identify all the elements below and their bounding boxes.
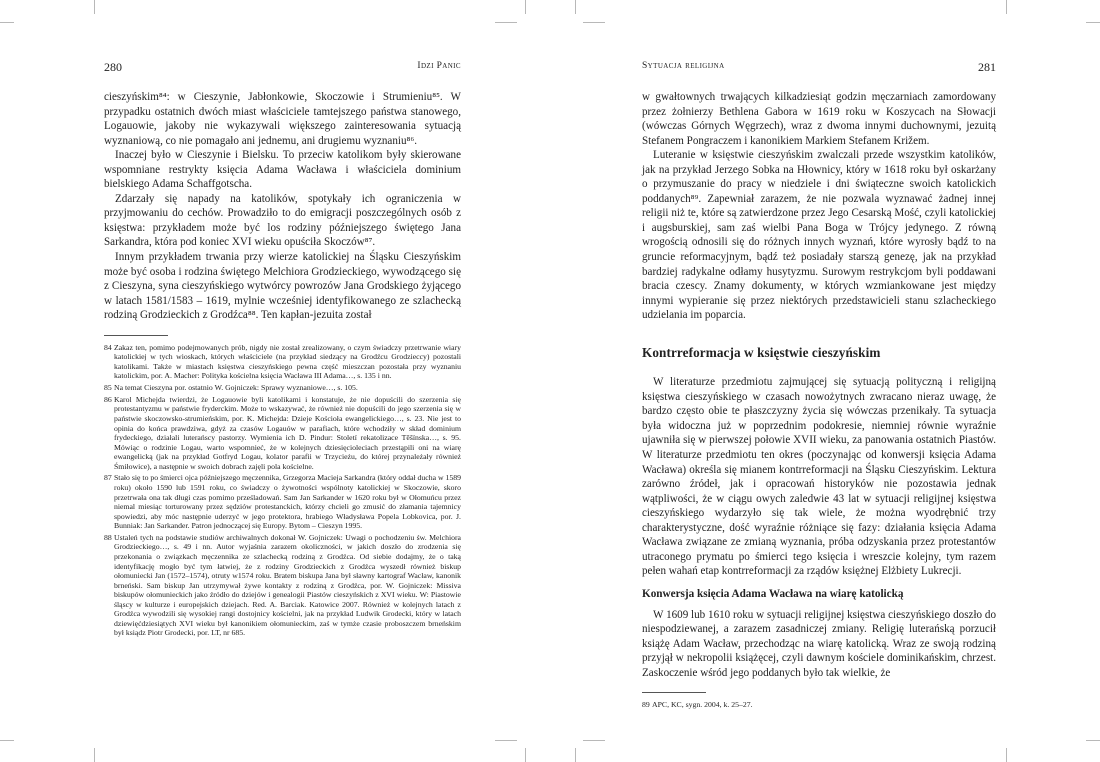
crop-mark bbox=[1006, 0, 1007, 14]
footnote-rule bbox=[642, 692, 706, 693]
crop-mark bbox=[1086, 740, 1100, 741]
running-head bbox=[642, 60, 996, 76]
left-page bbox=[104, 60, 461, 640]
footnote bbox=[104, 343, 461, 381]
crop-mark bbox=[1086, 22, 1100, 23]
paragraph: W literaturze przedmiotu zajmującej się sytuacją polityczną i religijną księstwa cieszyńskiego w czasach nowożytnych zwracano nieraz uwagę, że bardzo często obie te płaszczyzny życia się wówczas przenikały. Ta sytuacja była widoczna już w poprzednim podokresie, niemniej równie wyraźnie ujawniła się w pierwszej połowie XVII wieku, za panowania ostatnich Piastów. W literaturze przedmiotu ten okres (poczynając od konwersji księcia Adama Wacława) określa się mianem kontrreformacji na Śląsku Cieszyńskim. Lektura zarówno źródeł, jak i opracowań historyków nie pozostawia jednak wątpliwości, że w ciągu owych zaledwie 43 lat w sytuacji religijnej księstwa cieszyńskiego wydarzyło się tak wiele, że można wyodrębnić trzy charakterystyczne, dość wyraźnie różniące się fazy: działania księcia Adama Wacława związane ze zmianą wyznania, próba odzyskania przez protestantów utraconego prymatu po śmierci tego księcia i wreszcie kolejny, tym razem pełen wahań etap kontrreformacji za rządów księżnej Elżbiety Lukrecji. bbox=[642, 376, 996, 578]
crop-mark bbox=[583, 22, 605, 23]
footnote bbox=[642, 700, 996, 710]
section-heading: Kontrreformacja w księstwie cieszyńskim bbox=[642, 344, 881, 360]
running-head bbox=[104, 60, 461, 76]
paragraph: Luteranie w księstwie cieszyńskim zwalczali przede wszystkim katolików, jak na przykład Jerzego Sobka na Hłownicy, który w 1618 roku był oskarżany o przymuszanie do pracy w niedziele i dni świąteczne swoich katolickich poddanych⁸⁹. Zapewniał zarazem, że nie pozwala wyznawać żadnej innej religii niż te, które są zatwierdzone przez Jego Cesarską Mość, czyli katolickiej i augsburskiej, sam zaś wielbi Pana Boga w Trójcy jedynego. Z równą wrogością odnosili się do różnych innych wyznań, które wyrosły bądź to na gruncie reformacyjnym, bądź też posiadały starszą genezę, jak na przykład bardziej radykalne odłamy husytyzmu. Surowym restrykcjom byli poddawani bracia czescy. Znamy dokumenty, w których wzmiankowane jest między innymi wypieranie się przez niektórych przedstawicieli stanu szlacheckiego udzielania im poparcia. bbox=[642, 149, 996, 322]
crop-mark bbox=[0, 740, 14, 741]
footnote-rule bbox=[104, 335, 168, 336]
right-page bbox=[642, 60, 996, 712]
footnote-number: 84 bbox=[104, 342, 112, 352]
footnote-text: Ustaleń tych na podstawie studiów archiwalnych dokonał W. Gojniczek: Uwagi o pochodzeniu św. Melchiora Grodzieckiego…, s. 49 i nn. Autor wyjaśnia zarazem okoliczności, w jakich doszło do zrodzenia się przekonania o związkach męczennika ze szlachecką rodziną z Grodźca. Od siebie dodajmy, że o taką identyfikację mogło być tym łatwiej, że z rodziny Grodzieckich z Grodźca wyszedł również biskup ołomuniecki Jan (1572–1574), otruty w1574 roku. Bratem biskupa Jana był sławny kartograf Wacław, kanonik brneński. Sam biskup Jan utrzymywał żywe kontakty z rodziną z Grodźca, por. W. Gojniczek: Missiva biskupów ołomunieckich jako źródło do dziejów i genealogii Piastów cieszyńskich z XVI wieku. W: Piastowie śląscy w kulturze i europejskich dziejach. Red. A. Barciak. Katowice 2007. Również w kolejnych latach z Grodźca wywodzili się wysokiej rangi dostojnicy kościelni, jak na przykład Ludwik Grodecki, który w latach dziewięćdziesiątych XVI wieku był kanonikiem ołomunieckim, zaś w tymże czasie proboszczem brneńskim był ksiądz Piotr Grodecki, por. LT, nr 685. bbox=[114, 532, 461, 638]
body-text bbox=[642, 90, 996, 680]
paragraph: cieszyńskim⁸⁴: w Cieszynie, Jabłonkowie, Skoczowie i Strumieniu⁸⁵. W przypadku ostatnich dwóch miast właściciele tamtejszego państwa stanowego, Logauowie, jakoby nie wykazywali większego zainteresowania sytuacją wyznaniową, co nie pomagało ani jednemu, ani drugiemu wyznaniu⁸⁶. bbox=[104, 91, 461, 147]
page-number: 280 bbox=[104, 60, 122, 74]
subsection-heading: Konwersja księcia Adama Wacława na wiarę katolicką bbox=[642, 587, 904, 600]
footnote bbox=[104, 533, 461, 638]
paragraph: Innym przykładem trwania przy wierze katolickiej na Śląsku Cieszyńskim może być osoba i rodzina świętego Melchiora Grodzieckiego, wywodzącego się z Cieszyna, syna cieszyńskiego wytwórcy powrozów Jana Grodskiego żyjącego w latach 1581/1583 – 1619, mylnie wcześniej identyfikowanego ze szlachecką rodziną Grodzieckich z Grodźca⁸⁸. Ten kapłan-jezuita został bbox=[104, 251, 461, 322]
paragraph: w gwałtownych trwających kilkadziesiąt godzin męczarniach zamordowany przez żołnierzy Bethlena Gabora w 1619 roku w Koszycach na Słowacji (wówczas Górnych Węgrzech), wraz z dwoma innymi duchownymi, jezuitą Stefanem Pongraczem i kanonikiem Markiem Stefanem Križem. bbox=[642, 91, 996, 147]
crop-mark bbox=[525, 748, 526, 762]
paragraph: Inaczej było w Cieszynie i Bielsku. To przeciw katolikom były skierowane wspomniane restrykty księcia Adama Wacława i właściciela dominium bielskiego Adama Schaffgotscha. bbox=[104, 149, 461, 191]
crop-mark bbox=[1006, 748, 1007, 762]
running-head-author: Idzi Panic bbox=[417, 61, 461, 71]
footnote-number: 87 bbox=[104, 473, 112, 483]
crop-mark bbox=[583, 740, 605, 741]
footnote-number: 89 bbox=[642, 700, 650, 710]
footnotes bbox=[104, 343, 461, 638]
footnote-text: Na temat Cieszyna por. ostatnio W. Gojniczek: Sprawy wyznaniowe…, s. 105. bbox=[114, 383, 358, 393]
footnote-text: Zakaz ten, pomimo podejmowanych prób, nigdy nie został zrealizowany, o czym świadczy przetrwanie wiary katolickiej w tych wioskach, których właściciele (na przykład siedzący na Grodźcu Grodzieccy) pozostali katolikami. Także w miastach księstwa cieszyńskiego pewna część mieszczan pozostała przy wyznaniu katolickim, por. A. Macher: Polityka kościelna księcia Wacława III Adama…, s. 135 i nn. bbox=[114, 342, 461, 381]
crop-mark bbox=[495, 22, 517, 23]
crop-mark bbox=[575, 748, 576, 762]
footnote bbox=[104, 473, 461, 530]
crop-mark bbox=[525, 0, 526, 14]
crop-mark bbox=[495, 740, 517, 741]
crop-mark bbox=[94, 748, 95, 762]
footnote bbox=[104, 395, 461, 471]
footnotes bbox=[642, 700, 996, 710]
footnote bbox=[104, 383, 461, 393]
running-head-title: Sytuacja religijna bbox=[642, 61, 725, 71]
footnote-number: 88 bbox=[104, 532, 112, 542]
footnote-number: 86 bbox=[104, 394, 112, 404]
paragraph: W 1609 lub 1610 roku w sytuacji religijnej księstwa cieszyńskiego doszło do niespodziewanej, a zarazem zasadniczej zmiany. Religię luterańską porzucił książę Adam Wacław, przechodząc na wiarę katolicką. Wraz ze swoją rodziną przyjął w nekropolii książęcej, czyli dawnym kościele dominikańskim, chrzest. Zaskoczenie wśród jego poddanych było tak wielkie, że bbox=[642, 608, 996, 679]
footnote-text: Stało się to po śmierci ojca późniejszego męczennika, Grzegorza Macieja Sarkandra (który oddał ducha w 1589 roku) około 1590 lub 1591 roku, co świadczy o żywotności wspólnoty katolickiej w Skoczowie, skoro przetrwała ona tak długi czas pomimo prześladowań. Sam Jan Sarkander w 1620 roku był w Ołomuńcu przez niemal miesiąc torturowany przez sędziów protestanckich, którzy chcieli go zmusić do złamania tajemnicy spowiedzi, aby móc następnie uderzyć w jego protektora, hrabiego Władysława Popela Lobkovica, por. J. Bunniak: Jan Sarkander. Patron jednoczącej się Europy. Bytom – Cieszyn 1995. bbox=[114, 473, 461, 531]
body-text bbox=[104, 90, 461, 323]
footnote-text: Karol Michejda twierdzi, że Logauowie byli katolikami i konstatuje, że nie dopuścili do szerzenia się protestantyzmu w państwie fryderckim. Może to wskazywać, że również nie dopuścili do jego szerzenia się w państwie skoczowsko-strumieńskim, por. K. Michejda: Dzieje Kościoła ewangelickiego…, s. 23. Nie jest to opinia do końca prawdziwa, gdyż za czasów Logauów w parafiach, które wchodziły w skład dominium frydeckiego, działali luterańscy pastorzy. Wymienia ich D. Pindur: Století rekatolizace Těšínska…, s. 95. Mówiąc o rodzinie Logau, warto wspomnieć, że w kolejnych dziesięcioleciach przestąpili oni na wiarę ewangelicką (jak na przykład Gotfryd Logau, kolator parafii w Trzycieżu, do której przynależały również Śmiłowice), a następnie w swoich dobrach zajęli pola kościelne. bbox=[114, 394, 461, 471]
crop-mark bbox=[0, 22, 14, 23]
footnote-text: APC, KC, sygn. 2004, k. 25–27. bbox=[652, 700, 753, 710]
page-number: 281 bbox=[978, 60, 996, 74]
footnote-number: 85 bbox=[104, 383, 112, 393]
paragraph: Zdarzały się napady na katolików, spotykały ich ograniczenia w przyjmowaniu do cechów. Prowadziło to do emigracji poszczególnych osób z księstwa: przykładem może być los rodziny późniejszego świętego Jana Sarkandra, która pod koniec XVI wieku opuściła Skoczów⁸⁷. bbox=[104, 192, 461, 249]
crop-mark bbox=[575, 0, 576, 14]
crop-mark bbox=[94, 0, 95, 14]
